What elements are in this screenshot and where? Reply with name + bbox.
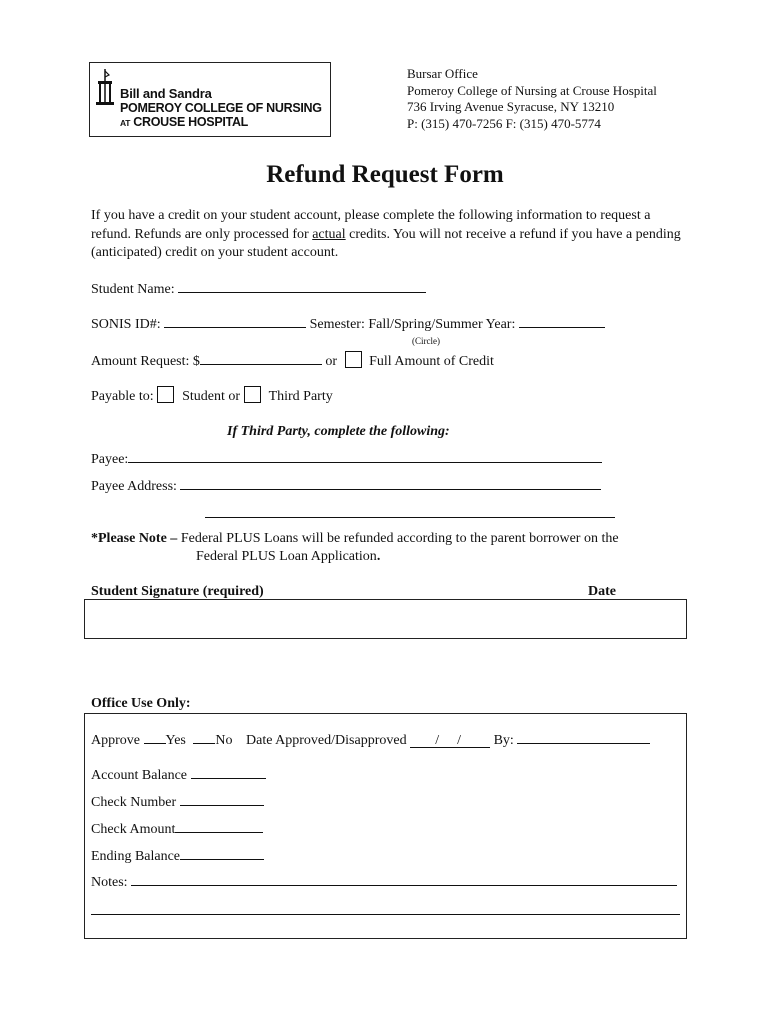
approve-label: Approve — [91, 733, 140, 748]
plus-loan-note — [91, 530, 619, 548]
plus-loan-note-line-2 — [196, 548, 380, 566]
sonis-id-field[interactable] — [164, 315, 306, 328]
form-title: Refund Request Form — [266, 161, 504, 188]
full-amount-label: Full Amount of Credit — [369, 354, 494, 369]
semester-label: Semester: Fall/Spring/Summer Year: — [309, 317, 516, 332]
yes-field[interactable] — [144, 731, 166, 744]
payee-address-field-1[interactable] — [180, 477, 601, 490]
date-slash-2: / — [457, 733, 479, 748]
or-label: or — [325, 354, 338, 369]
date-slash-1: / — [435, 733, 458, 748]
date-approved-field[interactable] — [410, 734, 490, 748]
address-phone: P: (315) 470-7256 F: (315) 470-5774 — [407, 115, 601, 131]
intro-part-1: If you have a credit on your student account, please complete the following information to request a refund. Refunds are only processed for — [91, 208, 651, 242]
sonis-row — [91, 315, 605, 334]
note-line-1: Federal PLUS Loans will be refunded according to the parent borrower on the — [177, 531, 619, 546]
account-balance-row — [91, 766, 266, 785]
approve-row — [91, 731, 650, 750]
address-office: Bursar Office — [407, 66, 478, 81]
note-label: *Please Note – — [91, 531, 178, 546]
third-party-heading: If Third Party, complete the following: — [227, 424, 450, 439]
signature-box[interactable] — [84, 599, 687, 639]
account-balance-field[interactable] — [191, 766, 266, 779]
payee-row — [91, 450, 602, 469]
no-field[interactable] — [193, 731, 215, 744]
address-street: 736 Irving Avenue Syracuse, NY 13210 — [407, 99, 615, 114]
circle-note: (Circle) — [412, 336, 440, 346]
payee-label: Payee: — [91, 452, 129, 467]
notes-label: Notes: — [91, 875, 128, 890]
caduceus-icon — [94, 67, 116, 107]
check-number-label: Check Number — [91, 795, 177, 810]
check-amount-label: Check Amount — [91, 822, 176, 837]
by-label: By: — [493, 733, 514, 748]
payee-address-row — [91, 477, 601, 496]
no-label: No — [215, 733, 233, 748]
logo-line-2: POMEROY COLLEGE OF NURSING — [120, 101, 322, 115]
note-line-2: Federal PLUS Loan Application — [196, 549, 377, 564]
office-use-box — [84, 713, 687, 939]
check-number-row — [91, 793, 264, 812]
intro-part-2: credits. You will not receive a refund if you have a pending (anticipated) credit on your student account. — [91, 226, 681, 260]
intro-emphasis: actual — [312, 226, 346, 242]
student-checkbox[interactable] — [157, 386, 174, 403]
student-name-field[interactable] — [178, 280, 426, 293]
date-approved-label: Date Approved/Disapproved — [246, 733, 407, 748]
logo-line-3-prefix: AT — [120, 118, 131, 128]
logo-line-1: Bill and Sandra — [120, 86, 212, 101]
office-use-heading: Office Use Only: — [91, 696, 191, 711]
student-name-label: Student Name: — [91, 282, 175, 297]
payable-row — [91, 386, 333, 406]
logo-line-3 — [120, 115, 248, 129]
sonis-id-label: SONIS ID#: — [91, 317, 161, 332]
amount-request-field[interactable] — [200, 352, 322, 365]
intro-paragraph — [91, 207, 691, 263]
check-amount-row — [91, 820, 263, 839]
notes-field-2[interactable] — [91, 914, 680, 915]
yes-label: Yes — [165, 733, 186, 748]
check-number-field[interactable] — [180, 793, 264, 806]
payable-to-label: Payable to: — [91, 389, 154, 404]
college-logo — [89, 62, 331, 137]
ending-balance-label: Ending Balance — [91, 849, 181, 864]
notes-field-1[interactable] — [131, 873, 677, 886]
payee-address-label: Payee Address: — [91, 479, 177, 494]
bursar-address — [407, 66, 657, 132]
check-amount-field[interactable] — [175, 820, 263, 833]
ending-balance-row — [91, 847, 264, 866]
date-label: Date — [588, 584, 616, 599]
account-balance-label: Account Balance — [91, 768, 188, 783]
note-period: . — [376, 549, 381, 564]
notes-row — [91, 873, 677, 892]
amount-request-label: Amount Request: $ — [91, 354, 200, 369]
third-party-label: Third Party — [268, 389, 333, 404]
logo-line-3-main: CROUSE HOSPITAL — [133, 115, 249, 129]
payee-address-field-2[interactable] — [205, 517, 615, 518]
student-or-label: Student or — [182, 389, 241, 404]
address-college: Pomeroy College of Nursing at Crouse Hospital — [407, 82, 657, 98]
third-party-checkbox[interactable] — [244, 386, 261, 403]
by-field[interactable] — [517, 731, 650, 744]
year-field[interactable] — [519, 315, 605, 328]
ending-balance-field[interactable] — [180, 847, 264, 860]
full-amount-checkbox[interactable] — [345, 351, 362, 368]
payee-field[interactable] — [128, 450, 602, 463]
student-name-row — [91, 280, 426, 299]
amount-row — [91, 351, 494, 371]
signature-label: Student Signature (required) — [91, 584, 264, 599]
